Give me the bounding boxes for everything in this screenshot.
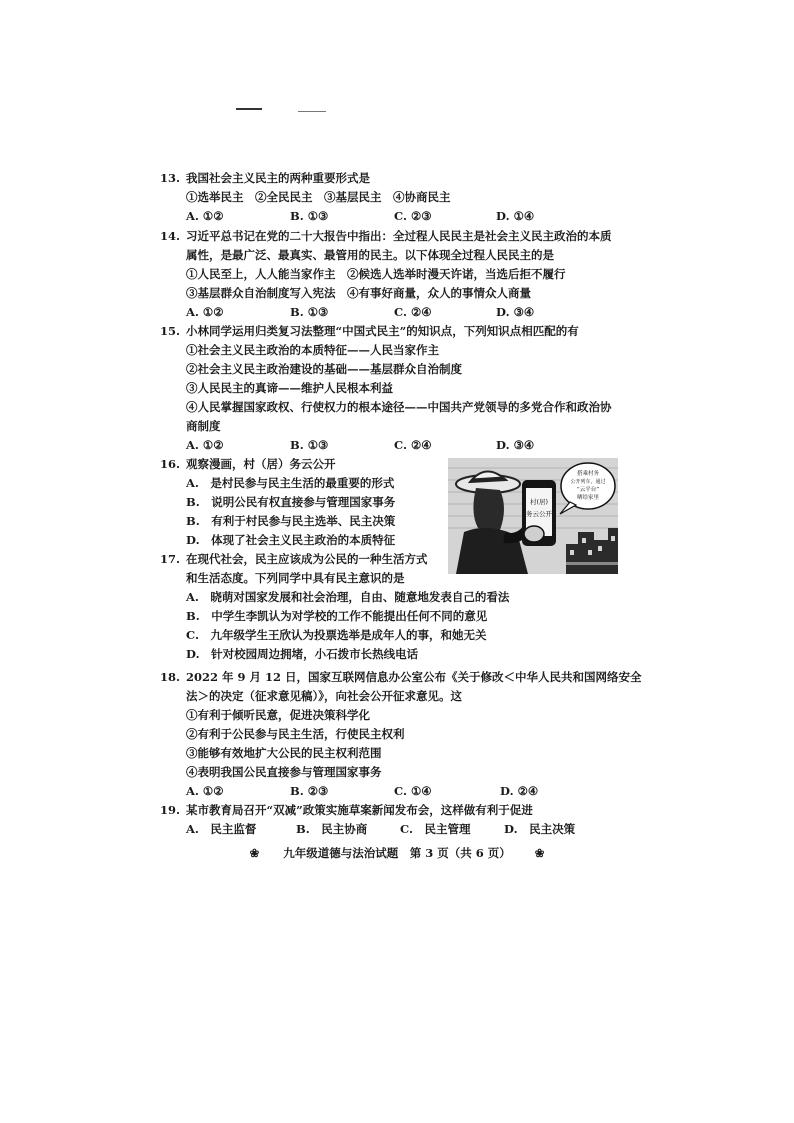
question-stem-cont: 法＞的决定（征求意见稿）》，向社会公开征求意见。这 xyxy=(186,689,462,703)
option-c: C. 九年级学生王欣认为投票选举是成年人的事，和她无关 xyxy=(186,628,487,642)
question-item: ③人民民主的真谛——维护人民根本利益 xyxy=(186,381,393,395)
question-number: 14. xyxy=(160,229,181,243)
question-stem: 2022 年 9 月 12 日，国家互联网信息办公室公布《关于修改＜中华人民共和国网络安全 xyxy=(186,670,642,684)
choice-d: D. ③④ xyxy=(496,305,535,319)
question-item: ①人民至上，人人能当家作主 ②候选人选举时漫天许诺，当选后拒不履行 xyxy=(186,267,566,281)
bubble-line-3: “云平台” xyxy=(576,487,600,493)
question-item: ③能够有效地扩大公民的民主权利范围 xyxy=(186,746,382,760)
question-number: 15. xyxy=(160,324,181,338)
question-number: 17. xyxy=(160,552,181,566)
question-item: ④表明我国公民直接参与管理国家事务 xyxy=(186,765,382,779)
answer-choices xyxy=(160,782,640,801)
choice-b: B. ②③ xyxy=(290,784,329,798)
question-number: 16. xyxy=(160,457,181,471)
choice-d: D. 民主决策 xyxy=(504,822,576,836)
question-19 xyxy=(160,801,630,839)
option-d: D. 体现了社会主义民主政治的本质特征 xyxy=(186,533,396,547)
choice-c: C. ②③ xyxy=(394,209,432,223)
question-stem: 在现代社会，民主应该成为公民的一种生活方式 xyxy=(186,552,428,566)
question-item: ②有利于公民参与民主生活，行使民主权利 xyxy=(186,727,405,741)
question-item: ④人民掌握国家政权、行使权力的根本途径——中国共产党领导的多党合作和政治协 xyxy=(186,400,612,414)
choice-c: C. ②④ xyxy=(394,438,432,452)
question-stem: 某市教育局召开“双减”政策实施草案新闻发布会，这样做有利于促进 xyxy=(186,803,533,817)
question-15 xyxy=(160,322,630,455)
question-items: ①选举民主 ②全民民主 ③基层民主 ④协商民主 xyxy=(186,190,451,204)
choice-d: D. ②④ xyxy=(500,784,539,798)
question-item: ②社会主义民主政治建设的基础——基层群众自治制度 xyxy=(186,362,462,376)
question-stem-cont: 和生活态度。下列同学中具有民主意识的是 xyxy=(186,571,405,585)
choice-b: B. ①③ xyxy=(290,209,329,223)
question-number: 18. xyxy=(160,670,181,684)
question-stem: 我国社会主义民主的两种重要形式是 xyxy=(186,171,370,185)
question-item: ③基层群众自治制度写入宪法 ④有事好商量，众人的事情众人商量 xyxy=(186,286,531,300)
choice-a: A. ①② xyxy=(186,209,224,223)
choice-a: A. ①② xyxy=(186,438,224,452)
phone-label-line1: 村(居) xyxy=(529,498,549,506)
choice-a: A. 民主监督 xyxy=(186,822,257,836)
flower-icon: ❀ xyxy=(534,846,545,860)
choice-c: C. ②④ xyxy=(394,305,432,319)
question-18 xyxy=(160,668,640,801)
page-footer xyxy=(0,845,794,861)
question-stem: 小林同学运用归类复习法整理“中国式民主”的知识点，下列知识点相匹配的有 xyxy=(186,324,579,338)
question-16 xyxy=(160,455,450,550)
choice-a: A. ①② xyxy=(186,305,224,319)
option-d: D. 针对校园周边拥堵，小石拨市长热线电话 xyxy=(186,647,419,661)
choice-b: B. ①③ xyxy=(290,438,329,452)
question-stem: 习近平总书记在党的二十大报告中指出：全过程人民民主是社会主义民主政治的本质 xyxy=(186,229,612,243)
question-item: ①社会主义民主政治的本质特征——人民当家作主 xyxy=(186,343,439,357)
phone-label-line2: 务云公开 xyxy=(526,510,552,518)
option-b-second: B. 有利于村民参与民主选举、民主决策 xyxy=(186,514,396,528)
bubble-line-2: 公开列车，通过 xyxy=(570,479,606,485)
choice-b: B. 民主协商 xyxy=(296,822,368,836)
option-a: A. 是村民参与民主生活的最重要的形式 xyxy=(186,476,395,490)
flower-icon: ❀ xyxy=(249,846,260,860)
choice-d: D. ③④ xyxy=(496,438,535,452)
question-number: 19. xyxy=(160,803,181,817)
option-b: B. 中学生李凯认为对学校的工作不能提出任何不同的意见 xyxy=(186,609,488,623)
bubble-line-1: 搭乘村务 xyxy=(576,471,600,477)
question-17 xyxy=(160,550,630,664)
option-b: B. 说明公民有权直接参与管理国家事务 xyxy=(186,495,396,509)
choice-b: B. ①③ xyxy=(290,305,329,319)
question-item: ①有利于倾听民意，促进决策科学化 xyxy=(186,708,370,722)
choice-a: A. ①② xyxy=(186,784,224,798)
answer-choices xyxy=(160,820,630,839)
scan-mark-right xyxy=(298,111,326,112)
scan-mark-left xyxy=(236,108,262,110)
bubble-line-4: 晒给家里 xyxy=(576,495,600,501)
choice-c: C. 民主管理 xyxy=(400,822,471,836)
footer-text: 九年级道德与法治试题 第 3 页（共 6 页） xyxy=(283,846,511,860)
question-item: 商制度 xyxy=(186,419,221,433)
question-stem: 观察漫画，村（居）务云公开 xyxy=(186,457,336,471)
question-stem-cont: 属性，是最广泛、最真实、最管用的民主。以下体现全过程人民民主的是 xyxy=(186,248,554,262)
choice-c: C. ①④ xyxy=(394,784,432,798)
answer-choices xyxy=(160,207,630,226)
question-number: 13. xyxy=(160,171,181,185)
question-14 xyxy=(160,227,630,322)
answer-choices xyxy=(160,303,630,322)
answer-choices xyxy=(160,436,630,455)
choice-d: D. ①④ xyxy=(496,209,535,223)
question-13 xyxy=(160,169,630,226)
option-a: A. 晓萌对国家发展和社会治理，自由、随意地发表自己的看法 xyxy=(186,590,510,604)
